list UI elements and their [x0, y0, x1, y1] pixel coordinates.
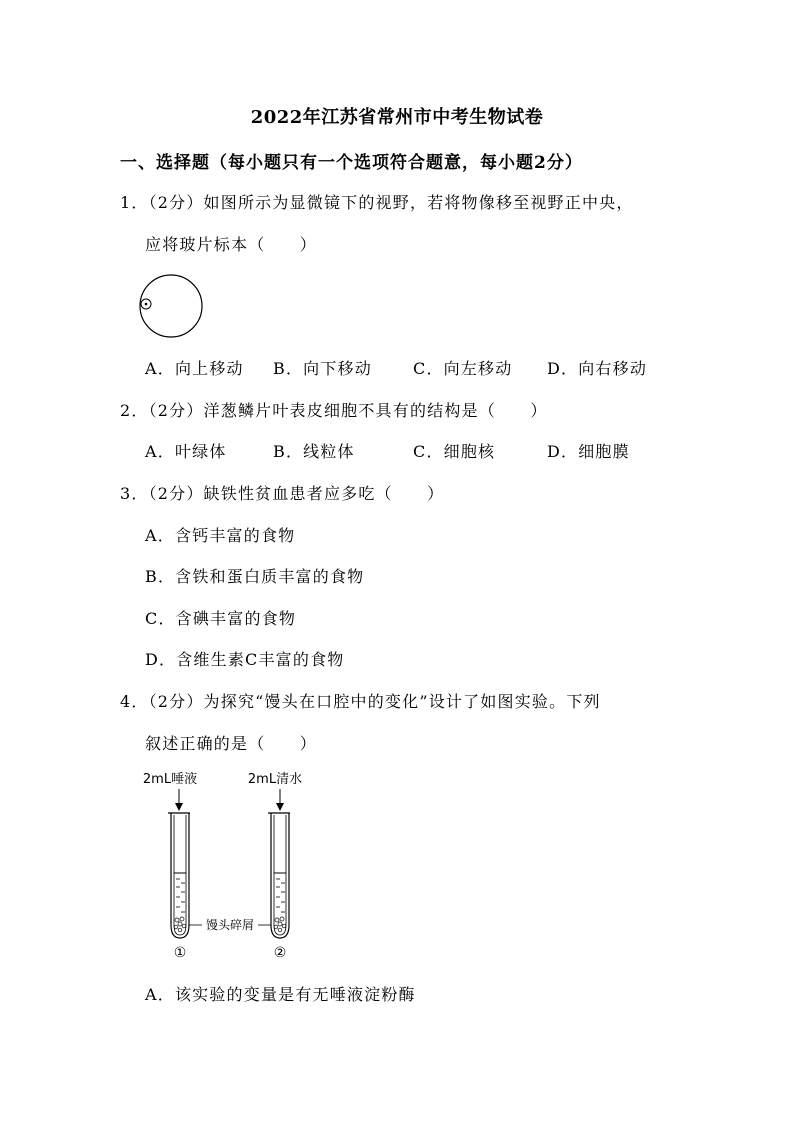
material-label: 馒头碎屑	[205, 918, 255, 932]
tube-2-number: ②	[273, 945, 287, 961]
field-of-view-circle	[140, 275, 202, 337]
test-tube-1	[168, 813, 190, 938]
q3-option-c[interactable]: C．含碘丰富的食物	[145, 609, 297, 628]
arrow-1-head	[175, 803, 183, 811]
tube-1-label: 2mL唾液	[142, 772, 198, 787]
tube-2-label: 2mL清水	[247, 772, 303, 787]
q4-option-a[interactable]: A．该实验的变量是有无唾液淀粉酶	[145, 985, 416, 1004]
question-4-stem-line2: 叙述正确的是（ ）	[145, 734, 318, 753]
question-3-stem: 3．（2分）缺铁性贫血患者应多吃（ ）	[120, 484, 445, 503]
q3-option-d[interactable]: D．含维生素C丰富的食物	[145, 650, 345, 669]
question-1-stem-line1: 1．（2分）如图所示为显微镜下的视野，若将物像移至视野正中央，	[120, 193, 634, 212]
section-heading: 一、选择题（每小题只有一个选项符合题意，每小题2分）	[120, 153, 583, 173]
question-4-stem-line1: 4．（2分）为探究“馒头在口腔中的变化”设计了如图实验。下列	[120, 692, 601, 711]
q3-option-a[interactable]: A．含钙丰富的食物	[145, 526, 296, 545]
q1-option-d[interactable]: D．向右移动	[547, 359, 648, 378]
question-1-stem-line2: 应将玻片标本（ ）	[145, 235, 318, 254]
q1-option-c[interactable]: C．向左移动	[413, 359, 513, 378]
question-2-stem: 2．（2分）洋葱鳞片叶表皮细胞不具有的结构是（ ）	[120, 401, 548, 420]
q1-option-b[interactable]: B．向下移动	[273, 359, 372, 378]
test-tube-2	[268, 813, 290, 938]
q3-option-b[interactable]: B．含铁和蛋白质丰富的食物	[145, 567, 365, 586]
q2-option-b[interactable]: B．线粒体	[273, 442, 355, 461]
object-image-dot	[145, 303, 148, 306]
q2-option-d[interactable]: D．细胞膜	[547, 442, 630, 461]
microscope-field-figure	[135, 270, 210, 345]
q1-option-a[interactable]: A．向上移动	[145, 359, 244, 378]
test-tube-experiment-figure	[130, 765, 330, 965]
q2-option-a[interactable]: A．叶绿体	[145, 442, 227, 461]
q2-option-c[interactable]: C．细胞核	[413, 442, 496, 461]
question-2-options	[145, 439, 630, 462]
paper-title: 2022年江苏省常州市中考生物试卷	[250, 107, 544, 128]
arrow-2-head	[276, 803, 284, 811]
tube-1-number: ①	[173, 945, 187, 961]
question-1-options	[145, 356, 647, 379]
